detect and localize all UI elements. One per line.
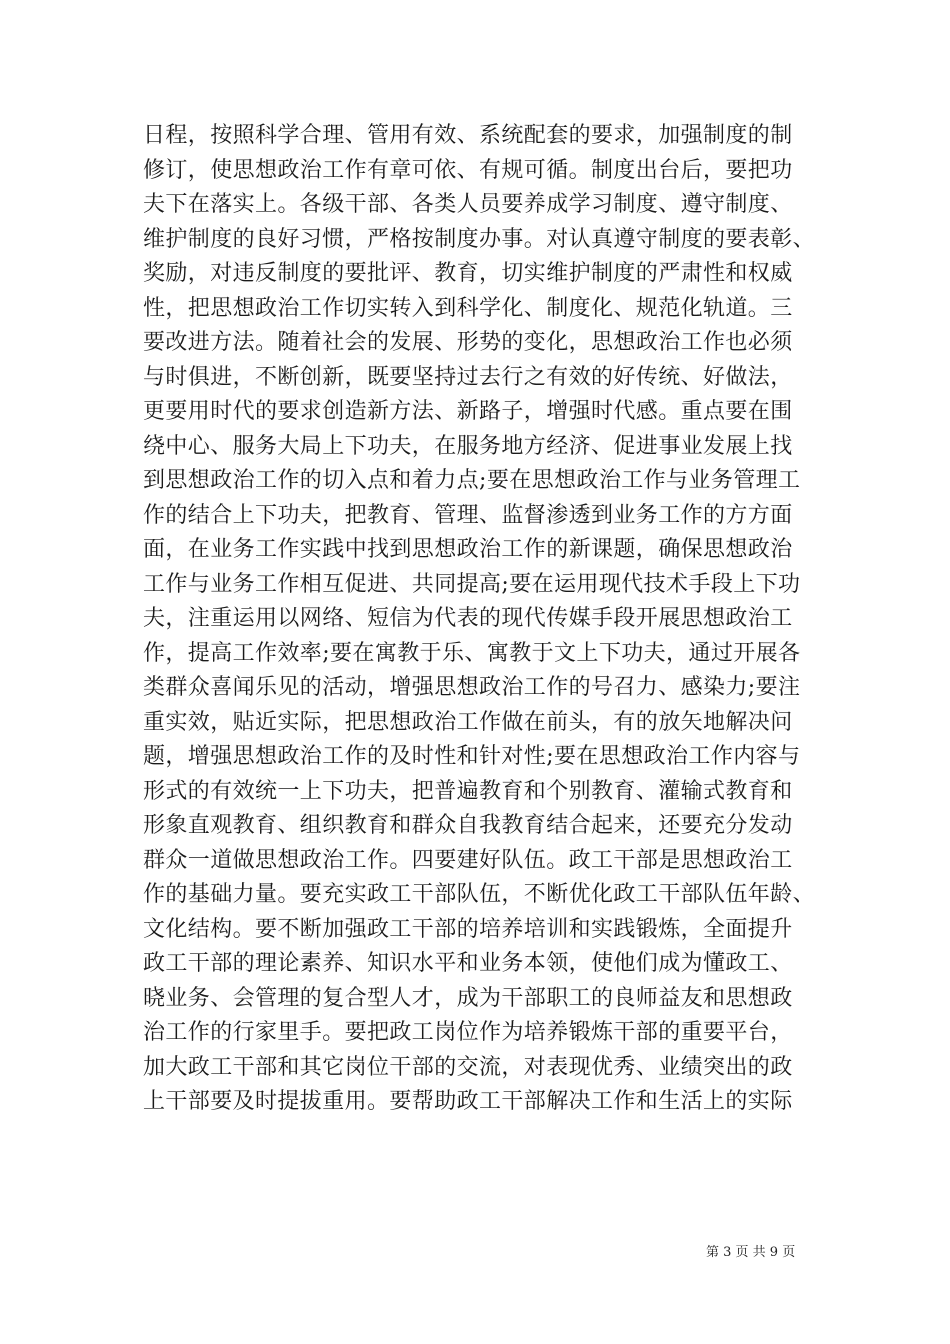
text-line: 工作与业务工作相互促进、共同提高;要在运用现代技术手段上下功 <box>143 571 801 597</box>
text-line: 重实效，贴近实际，把思想政治工作做在前头，有的放矢地解决问 <box>143 709 793 735</box>
text-line: 群众一道做思想政治工作。四要建好队伍。政工干部是思想政治工 <box>143 847 793 873</box>
text-line: 上干部要及时提拔重用。要帮助政工干部解决工作和生活上的实际 <box>143 1089 793 1114</box>
text-line: 作的结合上下功夫，把教育、管理、监督渗透到业务工作的方方面 <box>143 502 793 528</box>
text-line: 与时俱进，不断创新，既要坚持过去行之有效的好传统、好做法， <box>143 364 793 390</box>
text-line: 治工作的行家里手。要把政工岗位作为培养锻炼干部的重要平台， <box>143 1020 793 1045</box>
text-line: 绕中心、服务大局上下功夫，在服务地方经济、促进事业发展上找 <box>143 433 793 459</box>
text-line: 加大政工干部和其它岗位干部的交流，对表现优秀、业绩突出的政 <box>143 1054 793 1080</box>
text-line: 面，在业务工作实践中找到思想政治工作的新课题，确保思想政治 <box>143 537 793 562</box>
body-text <box>143 119 823 1120</box>
text-line: 要改进方法。随着社会的发展、形势的变化，思想政治工作也必须 <box>143 330 793 355</box>
text-line: 到思想政治工作的切入点和着力点;要在思想政治工作与业务管理工 <box>143 468 801 493</box>
text-line: 性，把思想政治工作切实转入到科学化、制度化、规范化轨道。三 <box>143 295 793 321</box>
text-line: 晓业务、会管理的复合型人才，成为干部职工的良师益友和思想政 <box>143 985 793 1011</box>
text-line: 题，增强思想政治工作的及时性和针对性;要在思想政治工作内容与 <box>143 744 801 769</box>
text-line: 作，提高工作效率;要在寓教于乐、寓教于文上下功夫，通过开展各 <box>143 640 801 666</box>
text-line: 更要用时代的要求创造新方法、新路子，增强时代感。重点要在围 <box>143 399 793 424</box>
text-line: 夫，注重运用以网络、短信为代表的现代传媒手段开展思想政治工 <box>143 606 793 631</box>
text-line: 形式的有效统一上下功夫，把普遍教育和个别教育、灌输式教育和 <box>143 778 793 804</box>
page-number: 第 3 页 共 9 页 <box>706 1245 796 1260</box>
text-line: 维护制度的良好习惯，严格按制度办事。对认真遵守制度的要表彰、 <box>143 226 816 252</box>
text-line: 夫下在落实上。各级干部、各类人员要养成学习制度、遵守制度、 <box>143 192 793 217</box>
text-line: 作的基础力量。要充实政工干部队伍，不断优化政工干部队伍年龄、 <box>143 882 816 907</box>
text-line: 文化结构。要不断加强政工干部的培养培训和实践锻炼，全面提升 <box>143 916 793 942</box>
text-line: 日程，按照科学合理、管用有效、系统配套的要求，加强制度的制 <box>143 123 793 148</box>
text-line: 奖励，对违反制度的要批评、教育，切实维护制度的严肃性和权威 <box>143 261 793 286</box>
text-line: 形象直观教育、组织教育和群众自我教育结合起来，还要充分发动 <box>143 813 793 838</box>
text-line: 修订，使思想政治工作有章可依、有规可循。制度出台后，要把功 <box>143 157 793 183</box>
text-line: 类群众喜闻乐见的活动，增强思想政治工作的号召力、感染力;要注 <box>143 675 801 700</box>
text-line: 政工干部的理论素养、知识水平和业务本领，使他们成为懂政工、 <box>143 951 793 976</box>
